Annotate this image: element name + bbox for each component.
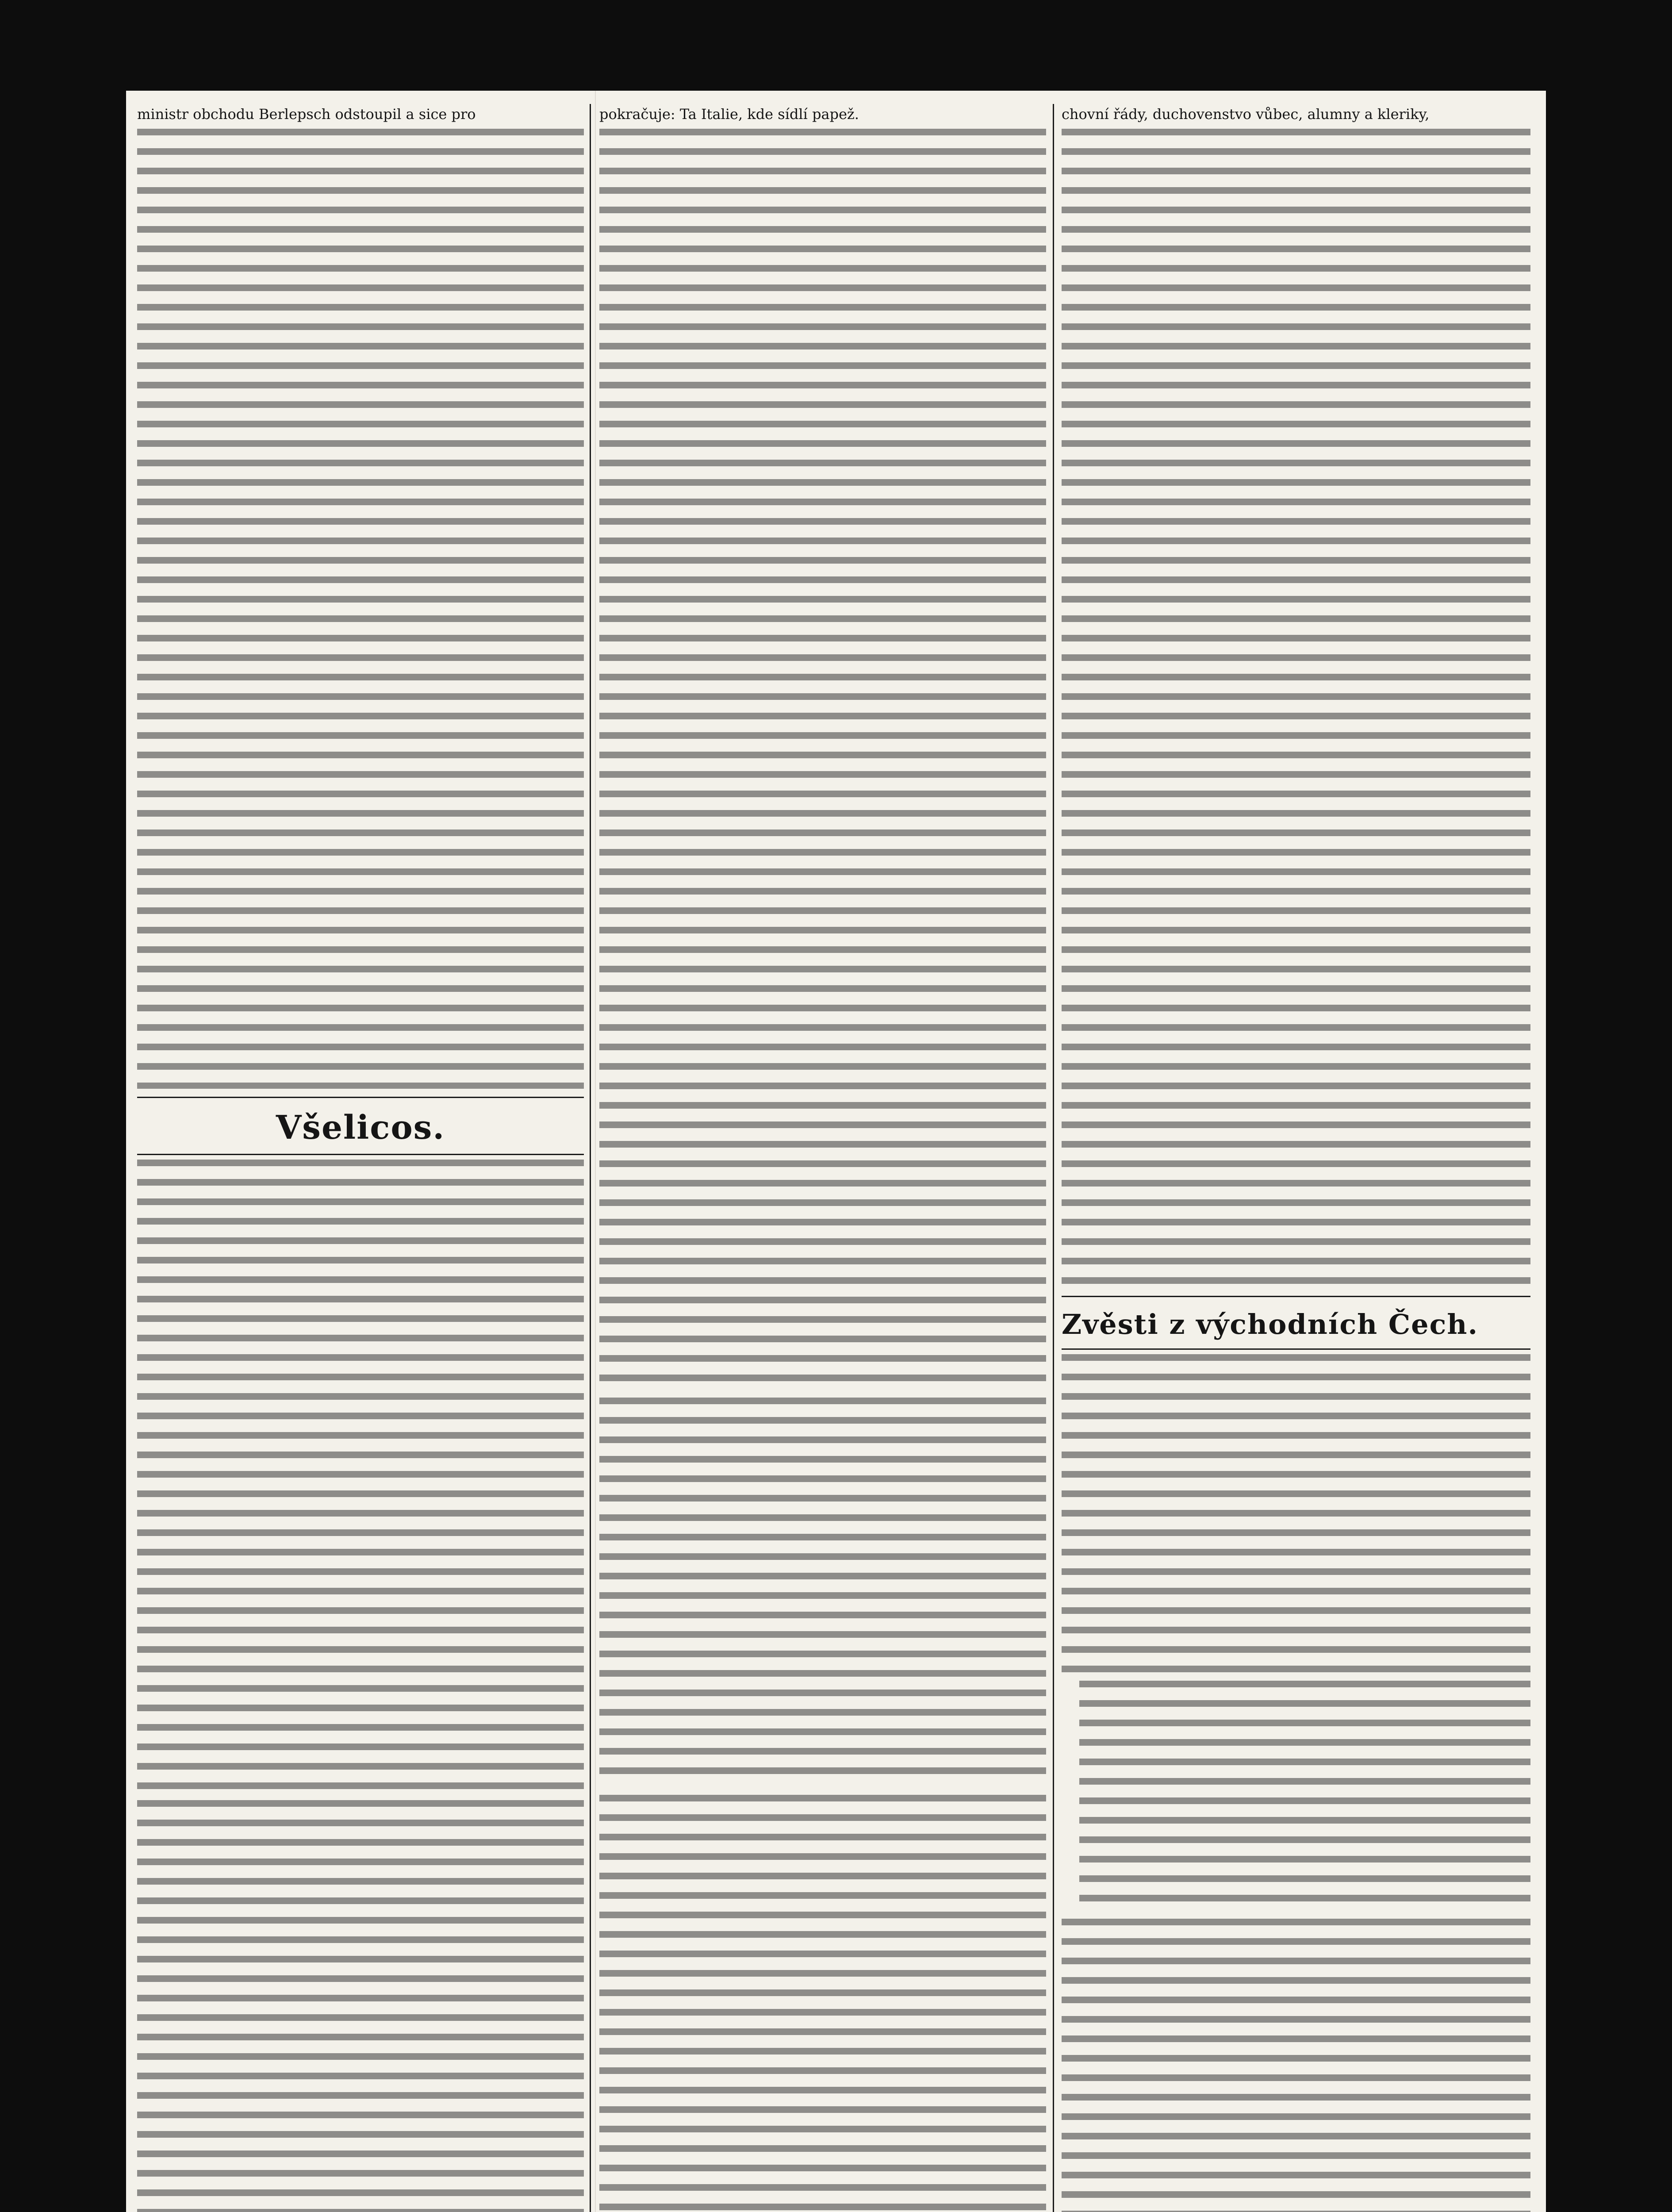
section-rule bbox=[1062, 1296, 1530, 1297]
section-rule bbox=[1062, 1348, 1530, 1350]
article-text bbox=[137, 129, 584, 1089]
article-text bbox=[599, 129, 1046, 1390]
newspaper-sheet bbox=[126, 91, 1546, 2212]
article-text bbox=[1062, 129, 1530, 1288]
article-text bbox=[1079, 1681, 1530, 1911]
section-heading-vselicos: Všelicos. bbox=[276, 1109, 445, 1147]
column-opening-line: pokračuje: Ta Italie, kde sídlí papež. bbox=[599, 106, 859, 123]
article-text bbox=[137, 1800, 584, 2212]
section-heading-zvesti: Zvěsti z východních Čech. bbox=[1062, 1308, 1479, 1340]
column-opening-line: ministr obchodu Berlepsch odstoupil a sice pro bbox=[137, 106, 476, 123]
article-text bbox=[137, 1160, 584, 1792]
scan-fold-line bbox=[595, 91, 596, 2212]
column-opening-line: chovní řády, duchovenstvo vůbec, alumny a kleriky, bbox=[1062, 106, 1430, 123]
column-divider bbox=[1053, 104, 1054, 2212]
column-right bbox=[1062, 104, 1530, 2212]
column-middle bbox=[599, 104, 1046, 2212]
article-text bbox=[1062, 1919, 1530, 2212]
section-rule bbox=[137, 1097, 584, 1098]
article-text bbox=[1062, 1354, 1530, 1673]
column-divider bbox=[590, 104, 591, 2212]
section-rule bbox=[137, 1154, 584, 1155]
column-left bbox=[137, 104, 584, 2212]
article-text bbox=[599, 1398, 1046, 1787]
article-text bbox=[599, 1795, 1046, 2212]
